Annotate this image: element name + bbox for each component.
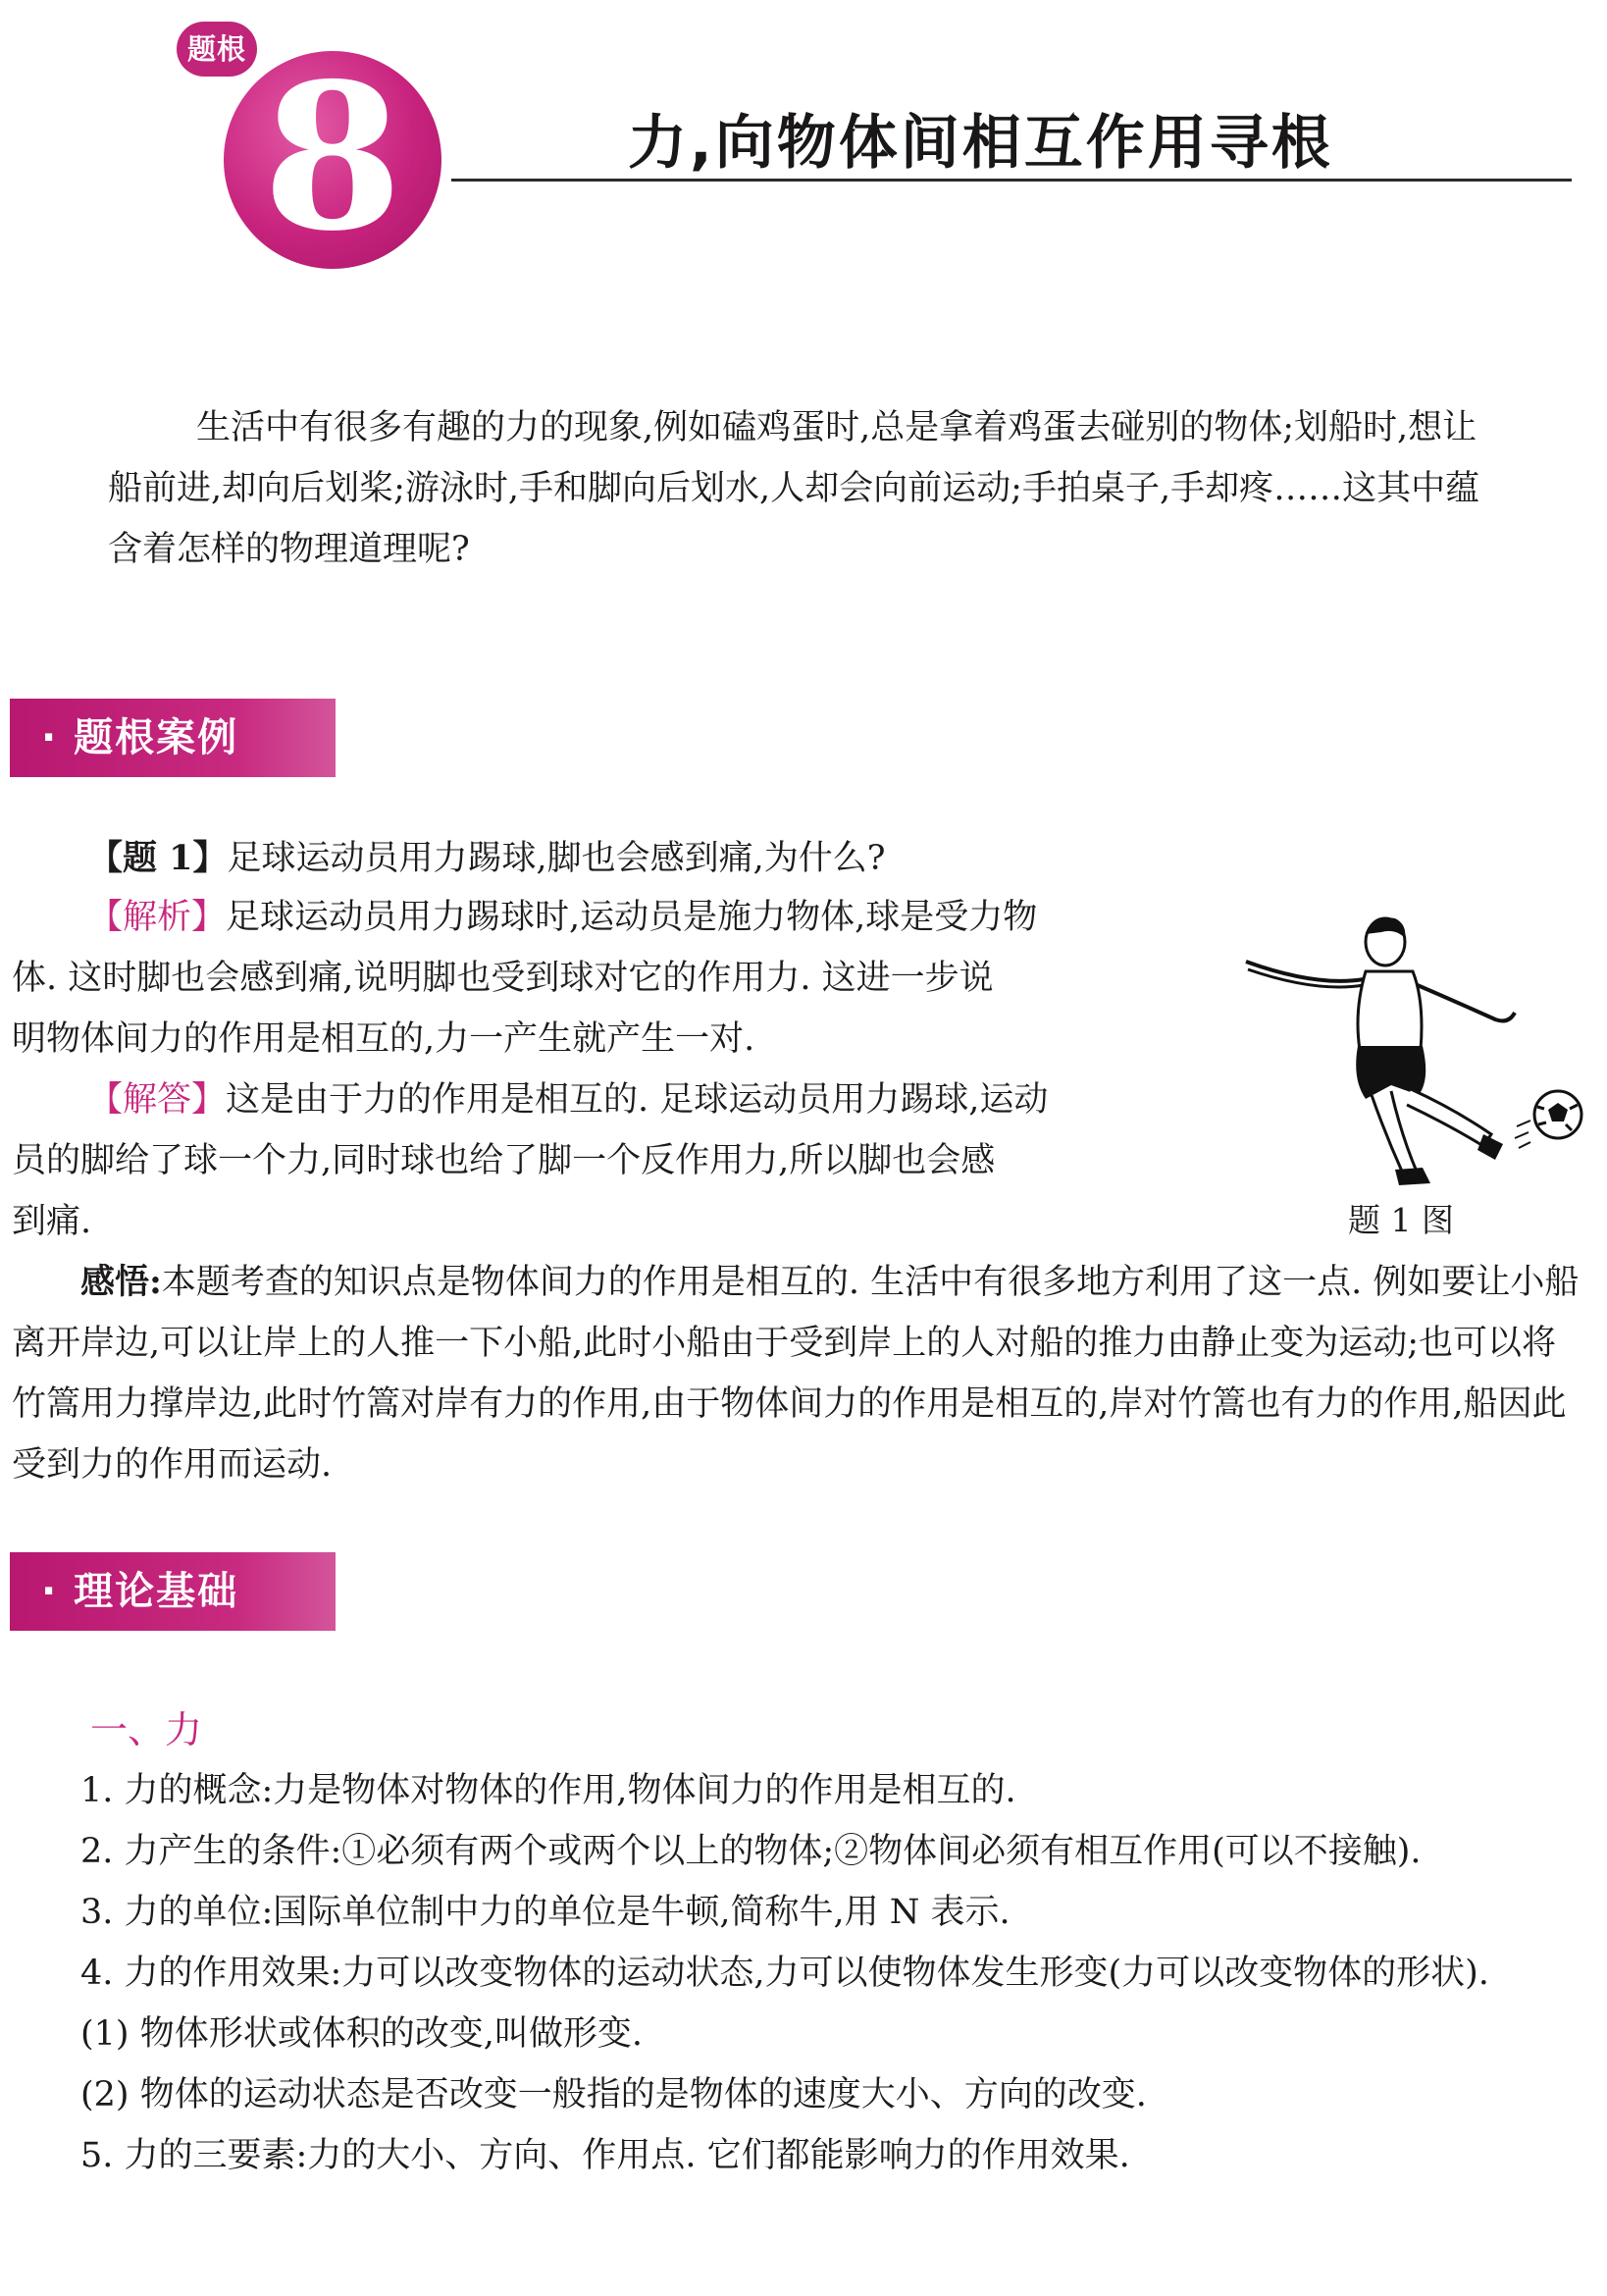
question-label: 【题 1】: [88, 838, 228, 878]
insight-paragraph: [12, 1252, 1589, 1495]
question-1: [88, 828, 1589, 889]
chapter-tag: 题根: [177, 22, 257, 77]
answer-line-2: 员的脚给了球一个力,同时球也给了脚一个反作用力,所以脚也会感: [12, 1141, 996, 1180]
theory-item: (2) 物体的运动状态是否改变一般指的是物体的速度大小、方向的改变.: [80, 2075, 1147, 2114]
question-text: 足球运动员用力踢球,脚也会感到痛,为什么?: [227, 839, 886, 878]
chapter-title: 力,向物体间相互作用寻根: [628, 109, 1333, 178]
title-divider: [451, 179, 1572, 182]
answer-line-1: 这是由于力的作用是相互的. 足球运动员用力踢球,运动: [226, 1080, 1049, 1120]
analysis-line-2: 体. 这时脚也会感到痛,说明脚也受到球对它的作用力. 这进一步说: [12, 959, 994, 998]
analysis-label: 【解析】: [88, 898, 227, 937]
section-banner-cases: · 题根案例: [10, 699, 336, 777]
analysis-line-3: 明物体间力的作用是相互的,力一产生就产生一对.: [12, 1019, 755, 1059]
theory-item: 5. 力的三要素:力的大小、方向、作用点. 它们都能影响力的作用效果.: [80, 2136, 1130, 2175]
insight-label: 感悟:: [80, 1262, 162, 1302]
figure-caption: 题 1 图: [1348, 1201, 1454, 1239]
theory-subhead: 一、力: [90, 1708, 203, 1751]
theory-item: 3. 力的单位:国际单位制中力的单位是牛顿,简称牛,用 N 表示.: [80, 1893, 1011, 1932]
analysis-block: [12, 887, 1228, 1070]
insight-text: 本题考查的知识点是物体间力的作用是相互的. 生活中有很多地方利用了这一点. 例如要让小船离开岸边,可以让岸上的人推一下小船,此时小船由于受到岸上的人对船的推力由静止变为运动;也可以将竹篙用力撑岸边,此时竹篙对岸有力的作用,由于物体间力的作用是相互的,岸对竹篙也有力的作用,船因此受到力的作用而运动.: [12, 1263, 1580, 1485]
analysis-line-1: 足球运动员用力踢球时,运动员是施力物体,球是受力物: [226, 898, 1038, 937]
theory-item: 2. 力产生的条件:①必须有两个或两个以上的物体;②物体间必须有相互作用(可以不接触).: [80, 1832, 1422, 1871]
chapter-number: 8: [262, 40, 403, 276]
section-banner-theory: · 理论基础: [10, 1552, 336, 1631]
answer-line-3: 到痛.: [12, 1202, 92, 1241]
theory-item: 1. 力的概念:力是物体对物体的作用,物体间力的作用是相互的.: [80, 1771, 1016, 1810]
answer-block: [12, 1070, 1228, 1252]
theory-item: (1) 物体形状或体积的改变,叫做形变.: [80, 2014, 643, 2054]
soccer-player-illustration: [1238, 903, 1591, 1207]
theory-item: 4. 力的作用效果:力可以改变物体的运动状态,力可以使物体发生形变(力可以改变物体的形状).: [80, 1954, 1489, 1993]
theory-list: [12, 1760, 1589, 2186]
intro-paragraph: 生活中有很多有趣的力的现象,例如磕鸡蛋时,总是拿着鸡蛋去碰别的物体;划船时,想让船前进,却向后划桨;游泳时,手和脚向后划水,人却会向前运动;手拍桌子,手却疼……这其中蕴含着怎样的物理道理呢?: [108, 408, 1480, 569]
answer-label: 【解答】: [88, 1080, 227, 1120]
